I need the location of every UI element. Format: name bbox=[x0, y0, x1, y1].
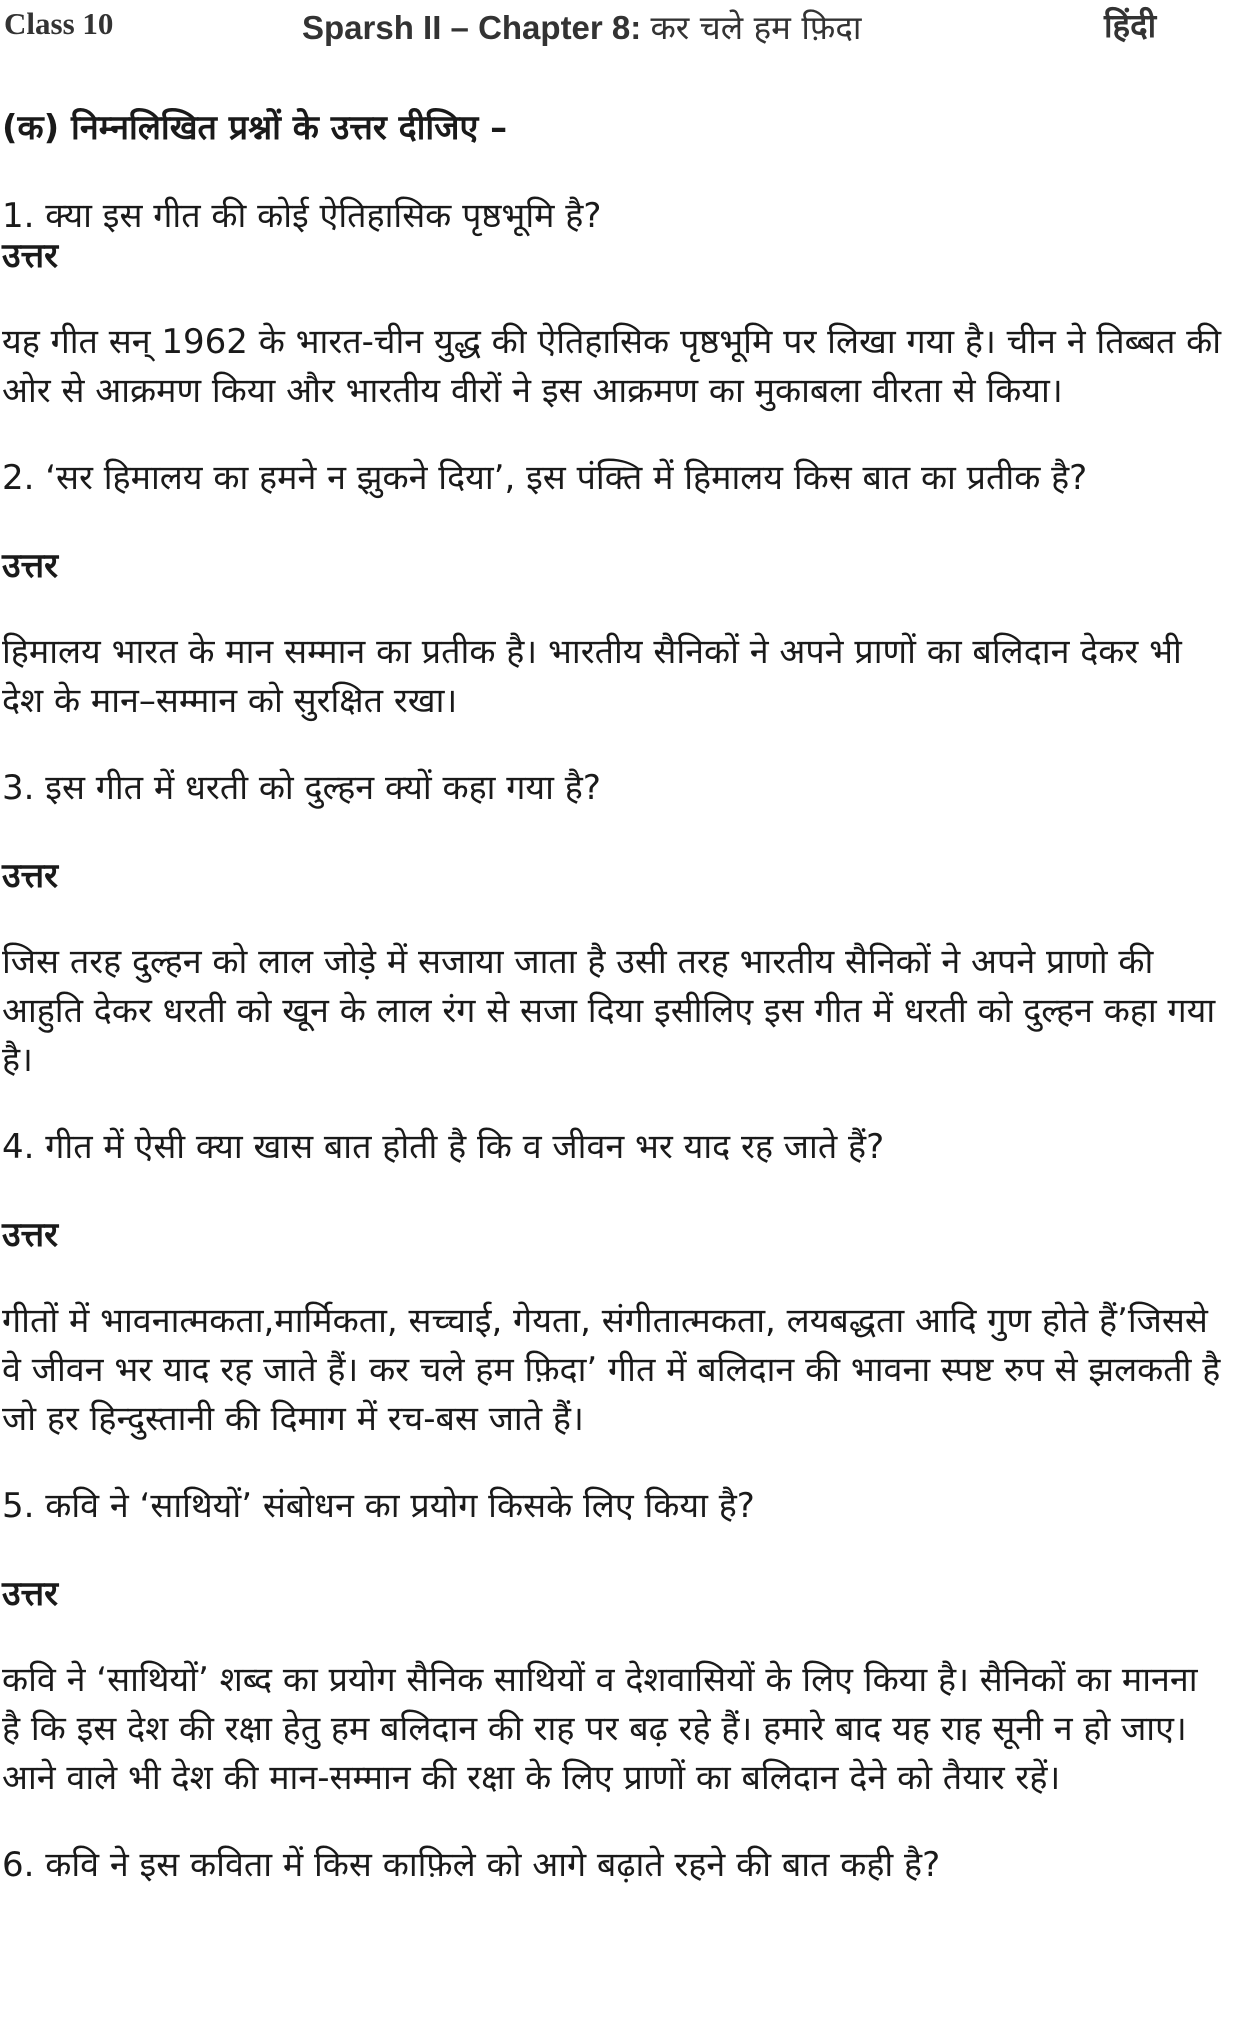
question-1: 1. क्या इस गीत की कोई ऐतिहासिक पृष्ठभूमि है? bbox=[2, 196, 602, 236]
question-5: 5. कवि ने ‘साथियों’ संबोधन का प्रयोग किसके लिए किया है? bbox=[2, 1486, 755, 1526]
chapter-title bbox=[302, 4, 861, 49]
qa-item-4 bbox=[2, 1123, 1224, 1444]
question-4: 4. गीत में ऐसी क्या खास बात होती है कि व जीवन भर याद रह जाते हैं? bbox=[2, 1127, 885, 1167]
answer-label-1: उत्तर bbox=[2, 236, 59, 276]
answer-1: यह गीत सन् 1962 के भारत-चीन युद्ध की ऐतिहासिक पृष्ठभूमि पर लिखा गया है। चीन ने तिब्बत की ओर से आक्रमण किया और भारतीय वीरों ने इस आक्रमण का मुकाबला वीरता से किया। bbox=[2, 322, 1222, 411]
question-3: 3. इस गीत में धरती को दुल्हन क्यों कहा गया है? bbox=[2, 768, 601, 808]
qa-item-6 bbox=[2, 1841, 1224, 1889]
answer-label-4: उत्तर bbox=[2, 1215, 59, 1255]
section-title: (क) निम्नलिखित प्रश्नों के उत्तर दीजिए – bbox=[2, 108, 508, 148]
answer-label-2: उत्तर bbox=[2, 546, 59, 586]
answer-5: कवि ने ‘साथियों’ शब्द का प्रयोग सैनिक साथियों व देशवासियों के लिए किया है। सैनिकों का मानना है कि इस देश की रक्षा हेतु हम बलिदान की राह पर बढ़ रहे हैं। हमारे बाद यह राह सूनी न हो जाए। आने वाले भी देश की मान-सम्मान की रक्षा के लिए प्राणों का बलिदान देने को तैयार रहें। bbox=[2, 1660, 1198, 1798]
question-2: 2. ‘सर हिमालय का हमने न झुकने दिया’, इस पंक्ति में हिमालय किस बात का प्रतीक है? bbox=[2, 458, 1088, 498]
subject-label: हिंदी bbox=[1104, 6, 1157, 45]
page-header bbox=[2, 0, 1224, 56]
qa-item-2 bbox=[2, 454, 1224, 726]
class-label: Class 10 bbox=[4, 6, 114, 41]
qa-item-5 bbox=[2, 1482, 1224, 1803]
answer-4: गीतों में भावनात्मकता,मार्मिकता, सच्चाई, गेयता, संगीतात्मकता, लयबद्धता आदि गुण होते हैं’जिससे वे जीवन भर याद रह जाते हैं। कर चले हम फ़िदा’ गीत में बलिदान की भावना स्पष्ट रुप से झलकती है जो हर हिन्दुस्तानी की दिमाग में रच-बस जाते हैं। bbox=[2, 1301, 1221, 1439]
qa-item-1 bbox=[2, 192, 1224, 416]
answer-label-3: उत्तर bbox=[2, 856, 59, 896]
chapter-number: Sparsh II – Chapter 8: bbox=[302, 9, 642, 46]
chapter-name: कर चले हम फ़िदा bbox=[650, 8, 862, 47]
question-6: 6. कवि ने इस कविता में किस काफ़िले को आगे बढ़ाते रहने की बात कही है? bbox=[2, 1845, 941, 1885]
qa-item-3 bbox=[2, 764, 1224, 1085]
answer-label-5: उत्तर bbox=[2, 1574, 59, 1614]
answer-3: जिस तरह दुल्हन को लाल जोड़े में सजाया जाता है उसी तरह भारतीय सैनिकों ने अपने प्राणो की आहुति देकर धरती को खून के लाल रंग से सजा दिया इसीलिए इस गीत में धरती को दुल्हन कहा गया है। bbox=[2, 942, 1216, 1080]
answer-2: हिमालय भारत के मान सम्मान का प्रतीक है। भारतीय सैनिकों ने अपने प्राणों का बलिदान देकर भी देश के मान–सम्मान को सुरक्षित रखा। bbox=[2, 632, 1182, 721]
